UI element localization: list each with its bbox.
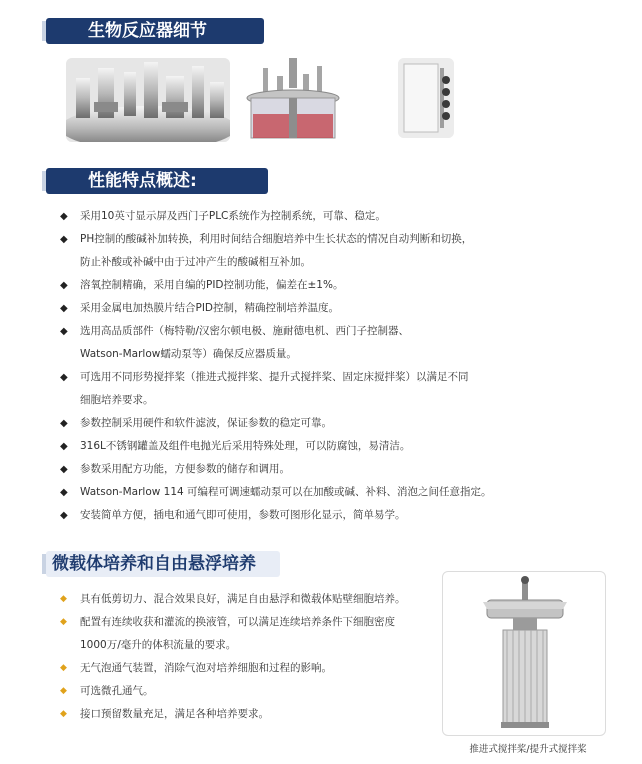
feature-item	[58, 412, 618, 435]
feature-text: Watson-Marlow 114 可编程可调速蠕动泵可以在加酸或碱、补料、消泡之间任意指定。	[80, 486, 492, 498]
reactor-panel-photo	[398, 58, 454, 138]
impeller-caption: 推进式搅拌桨/提升式搅拌桨	[469, 744, 587, 755]
bullet-icon: ◆	[60, 487, 68, 498]
feature-item	[58, 481, 618, 504]
bullet-icon: ◆	[60, 441, 68, 452]
feature-item	[58, 297, 618, 320]
feature-item	[58, 458, 618, 481]
bullet-icon: ◆	[60, 280, 68, 291]
bullet-icon: ◆	[60, 372, 68, 383]
section-title-text: 性能特点概述:	[88, 171, 197, 191]
bullet-icon: ◆	[60, 686, 67, 696]
section-title-reactor-details	[46, 18, 264, 44]
feature-list-2	[58, 588, 438, 726]
feature-text-continued: Watson-Marlow蠕动泵等）确保反应器质量。	[80, 348, 297, 360]
feature-item	[58, 205, 618, 228]
bullet-icon: ◆	[60, 234, 68, 245]
bullet-icon: ◆	[60, 663, 67, 673]
feature-item	[58, 435, 618, 458]
feature-text-continued: 细胞培养要求。	[80, 394, 154, 406]
section-title-text: 微载体培养和自由悬浮培养	[52, 554, 256, 574]
feature-item	[58, 703, 438, 726]
section-title-text: 生物反应器细节	[88, 21, 207, 41]
feature-text: 选用高品质部件（梅特勒/汉密尔顿电极、施耐德电机、西门子控制器、	[80, 325, 410, 337]
bullet-icon: ◆	[60, 617, 67, 627]
bullet-icon: ◆	[60, 326, 68, 337]
bullet-icon: ◆	[60, 464, 68, 475]
feature-text: 接口预留数量充足，满足各种培养要求。	[80, 708, 269, 720]
feature-text: 具有低剪切力、混合效果良好，满足自由悬浮和微载体贴壁细胞培养。	[80, 593, 406, 605]
feature-text: 参数采用配方功能，方便参数的储存和调用。	[80, 463, 290, 475]
feature-item	[58, 588, 438, 611]
feature-item	[58, 657, 438, 680]
feature-text: 安装简单方便，插电和通气即可使用，参数可图形化显示，简单易学。	[80, 509, 406, 521]
feature-text: 无气泡通气装置，消除气泡对培养细胞和过程的影响。	[80, 662, 332, 674]
feature-item	[58, 366, 618, 412]
feature-item	[58, 320, 618, 366]
feature-text: 可选微孔通气。	[80, 685, 154, 697]
feature-text: 可选用不同形势搅拌桨（推进式搅拌桨、提升式搅拌桨、固定床搅拌桨）以满足不同	[80, 371, 469, 383]
feature-text: PH控制的酸碱补加转换，利用时间结合细胞培养中生长状态的情况自动判断和切换，	[80, 233, 473, 245]
section-title-microcarrier	[46, 551, 280, 577]
feature-item	[58, 611, 438, 657]
feature-item	[58, 504, 618, 527]
bullet-icon: ◆	[60, 303, 68, 314]
feature-text: 采用10英寸显示屏及西门子PLC系统作为控制系统，可靠、稳定。	[80, 210, 386, 222]
feature-text-continued: 1000万/毫升的体积流量的要求。	[80, 639, 237, 651]
bullet-icon: ◆	[60, 510, 68, 521]
reactor-vessel-photo	[243, 58, 343, 142]
feature-item	[58, 228, 618, 274]
feature-text-continued: 防止补酸或补碱中由于过冲产生的酸碱相互补加。	[80, 256, 311, 268]
bullet-icon: ◆	[60, 211, 68, 222]
feature-text: 参数控制采用硬件和软件滤波，保证参数的稳定可靠。	[80, 417, 332, 429]
feature-text: 溶氧控制精确，采用自编的PID控制功能，偏差在±1%。	[80, 279, 344, 291]
feature-list	[58, 205, 618, 527]
feature-item	[58, 680, 438, 703]
feature-item	[58, 274, 618, 297]
bullet-icon: ◆	[60, 709, 67, 719]
impeller-photo	[442, 571, 606, 736]
bullet-icon: ◆	[60, 594, 67, 604]
bullet-icon: ◆	[60, 418, 68, 429]
feature-text: 316L不锈钢罐盖及组件电抛光后采用特殊处理，可以防腐蚀，易清洁。	[80, 440, 411, 452]
feature-text: 采用金属电加热膜片结合PID控制，精确控制培养温度。	[80, 302, 340, 314]
reactor-lid-photo	[66, 58, 230, 142]
feature-text: 配置有连续收获和灌流的换液管，可以满足连续培养条件下细胞密度	[80, 616, 395, 628]
section-title-features	[46, 168, 268, 194]
